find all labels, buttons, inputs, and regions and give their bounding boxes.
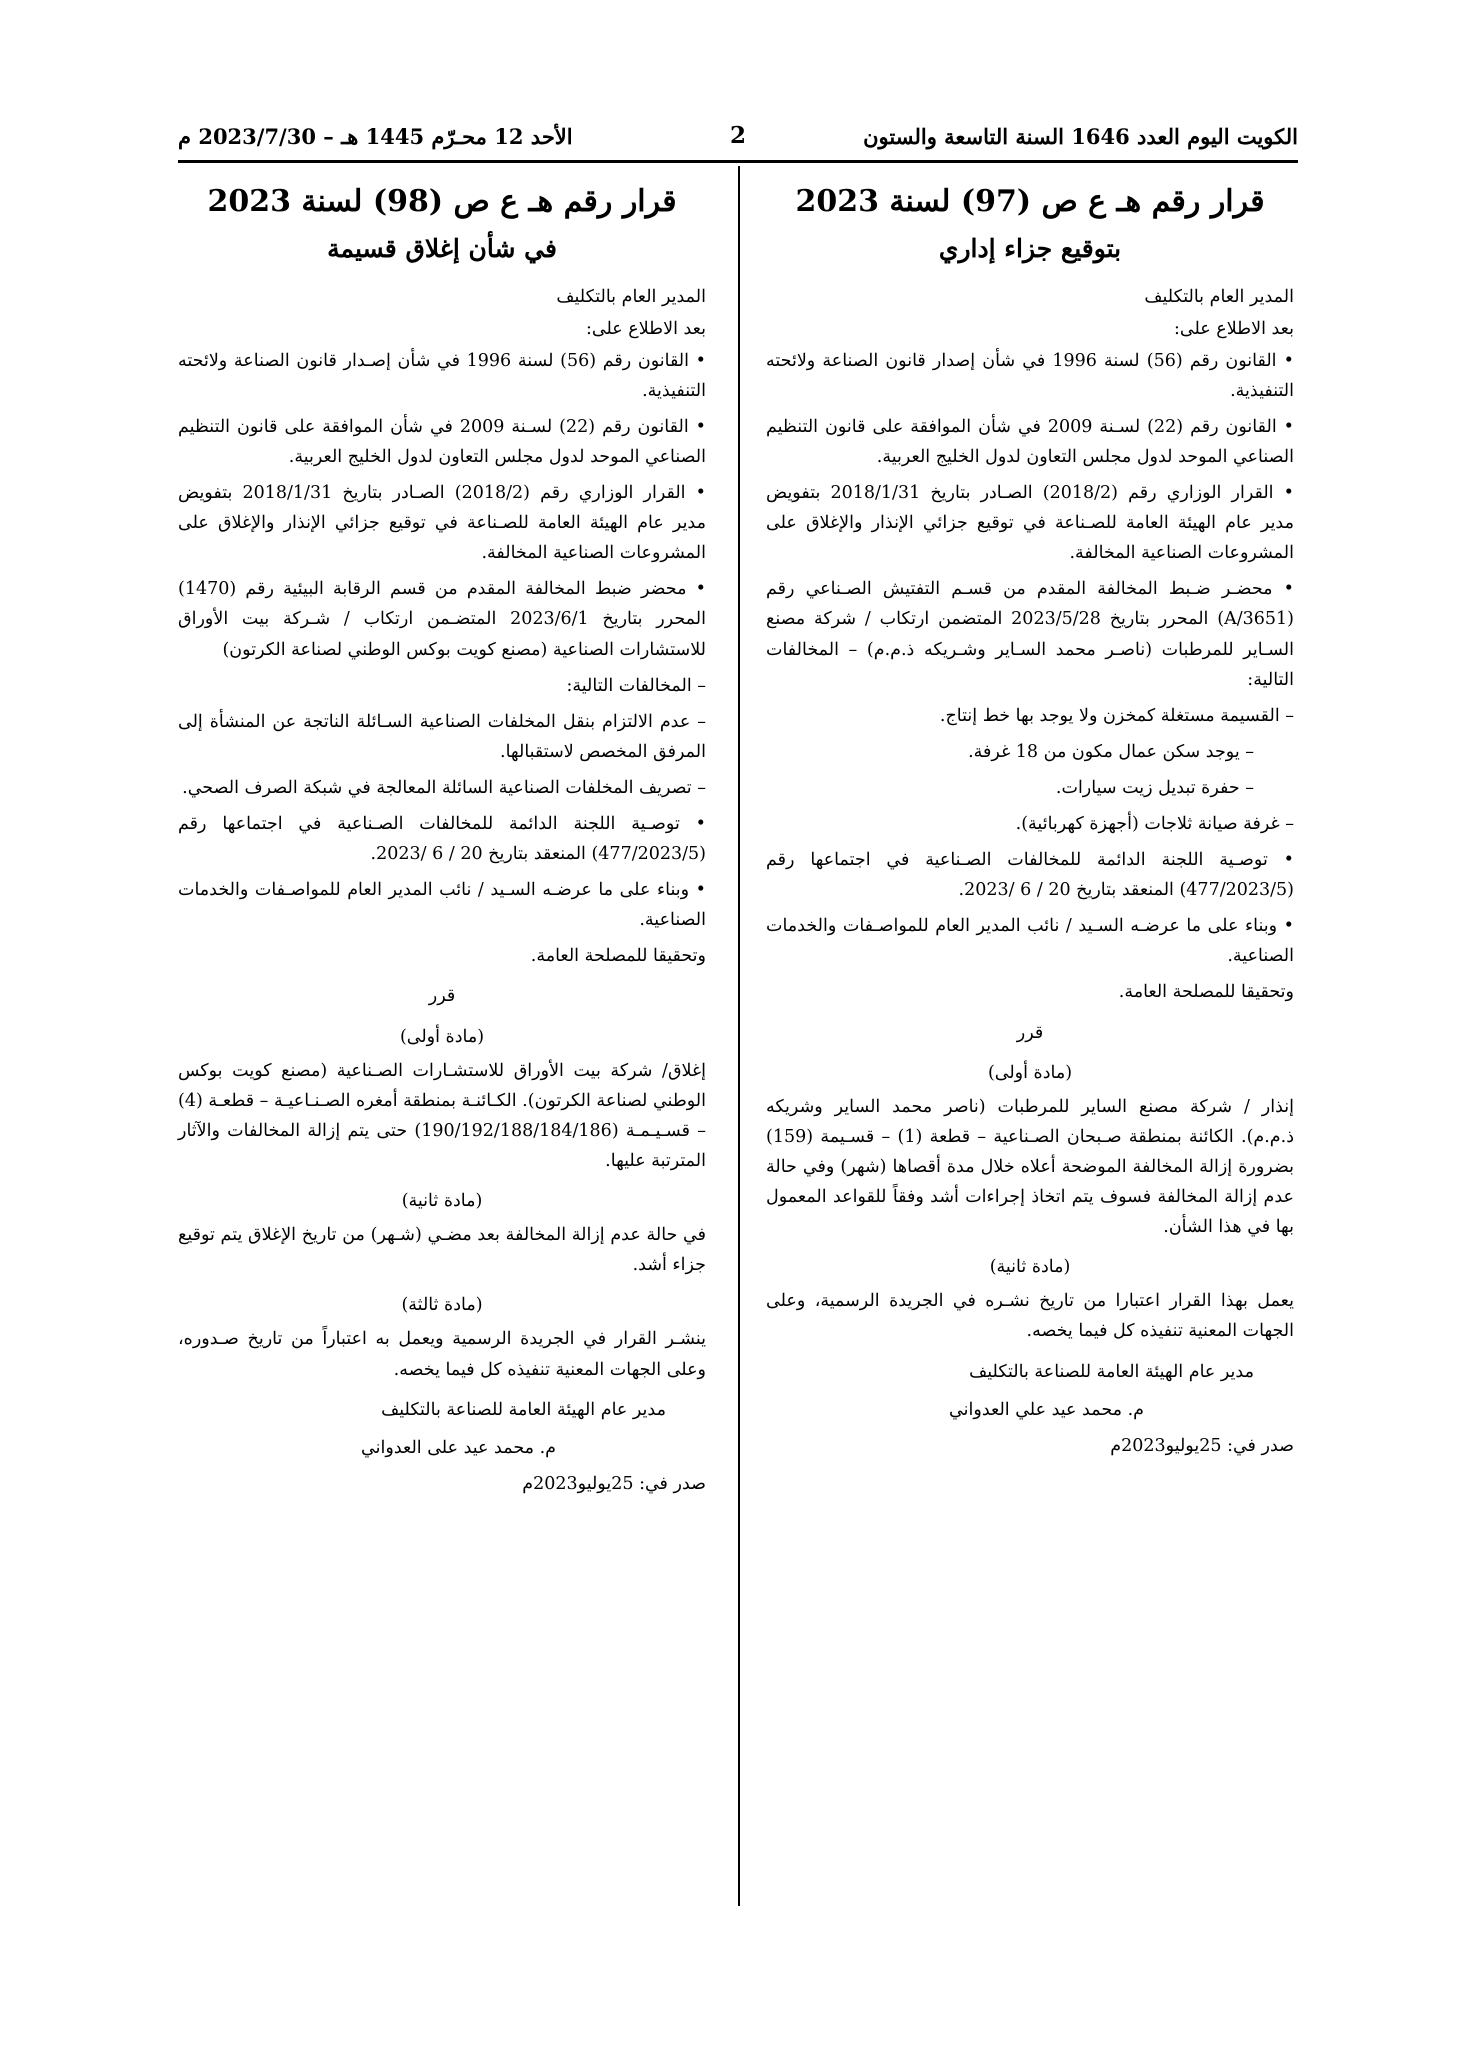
- preamble-item: • القانون رقم (22) لسـنة 2009 في شأن الموافقة على قانون التنظيم الصناعي الموحد لدول مجلس التعاون لدول الخليج العربية.: [178, 416, 706, 467]
- preamble-item: • محضر ضبط المخالفة المقدم من قسم الرقابة البيئية رقم (1470) المحرر بتاريخ 2023/6/1 المتضـمن ارتكاب / شـركة بيت الأوراق للاستشارات الصناعية (مصنع كويت بوكس الوطني لصناعة الكرتون): [178, 579, 706, 660]
- violation-item: – تصريف المخلفات الصناعية السائلة المعالجة في شبكة الصرف الصحي.: [182, 777, 706, 798]
- after-review-line: بعد الاطلاع على:: [1174, 318, 1294, 339]
- preamble-list-continued: [766, 845, 1294, 971]
- violation-item: – القسيمة مستغلة كمخزن ولا يوجد بها خط إنتاج.: [939, 705, 1294, 726]
- article-2-text: يعمل بهذا القرار اعتبارا من تاريخ نشـره في الجريدة الرسمية، وعلى الجهات المعنية تنفيذه كل فيما يخصه.: [766, 1291, 1294, 1342]
- preamble-item: • القرار الوزاري رقم (2018/2) الصـادر بتاريخ 2018/1/31 بتفويض مدير عام الهيئة العامة للصـناعة في توقيع جزائي الإنذار والإغلاق على المشروعات الصناعية المخالفة.: [178, 483, 706, 564]
- signatory-name: م. محمد عيد علي العدواني: [949, 1399, 1144, 1420]
- violation-item: – غرفة صيانة ثلاجات (أجهزة كهربائية).: [1015, 814, 1294, 834]
- article-1-text: إغلاق/ شركة بيت الأوراق للاستشـارات الصـناعية (مصنع كويت بوكس الوطني لصناعة الكرتون). الكـائنـة بمنطقة أمغره الصـنـاعيـة – قطعـة (4) – قسـيـمـة (190/192/188/184/186) حتى يتم إزالة المخالفات والآثار المترتبة عليها.: [178, 1060, 706, 1171]
- violations-label: – المخالفات التالية:: [566, 675, 706, 696]
- header-issue: الكويت اليوم العدد 1646 السنة التاسعة والستون: [863, 124, 1298, 149]
- violation-item: – عدم الالتزام بنقل المخلفات الصناعية السـائلة الناتجة عن المنشأة إلى المرفق المخصص لاستقبالها.: [178, 711, 706, 762]
- signatory-name: م. محمد عيد على العدواني: [361, 1437, 556, 1458]
- signatory-title: مدير عام الهيئة العامة للصناعة بالتكليف: [381, 1399, 666, 1420]
- decision-97-subtitle: بتوقيع جزاء إداري: [938, 234, 1122, 263]
- article-3-heading: (مادة ثالثة): [401, 1295, 483, 1316]
- article-1-text: إنذار / شركة مصنع الساير للمرطبات (ناصر محمد الساير وشريكه ذ.م.م). الكائنة بمنطقة صـبحان الصـناعية – قطعة (1) – قسـيمة (159) بضرورة إزالة المخالفة الموضحة أعلاه خلال مدة أقصاها (شهر) وفي حالة عدم إزالة المخالفة فسوف يتم اتخاذ إجراءات أشد وفقاً للقواعد المعمول بها في هذا الشأن.: [766, 1096, 1294, 1238]
- after-review-line: بعد الاطلاع على:: [586, 318, 706, 339]
- director-line: المدير العام بالتكليف: [556, 286, 706, 307]
- preamble-item: • توصـية اللجنة الدائمة للمخالفات الصـناعية في اجتماعها رقم (477/2023/5) المنعقد بتاريخ 20 / 6 /2023.: [766, 850, 1294, 901]
- header-rule: [178, 160, 1298, 163]
- header-date: الأحد 12 محـرّم 1445 هـ – 2023/7/30 م: [178, 124, 573, 149]
- decision-98-title: قرار رقم هـ ع ص (98) لسنة 2023: [207, 184, 677, 219]
- decision-97-title: قرار رقم هـ ع ص (97) لسنة 2023: [795, 184, 1265, 219]
- preamble-item: • القرار الوزاري رقم (2018/2) الصـادر بتاريخ 2018/1/31 بتفويض مدير عام الهيئة العامة للصـناعة في توقيع جزائي الإنذار والإغلاق على المشروعات الصناعية المخالفة.: [766, 483, 1294, 564]
- decision-98-column: [178, 182, 706, 1499]
- header-page-number: 2: [729, 122, 746, 149]
- public-interest-line: وتحقيقا للمصلحة العامة.: [1118, 982, 1294, 1003]
- issued-date: صدر في: 25يوليو2023م: [1110, 1435, 1294, 1456]
- signatory-title: مدير عام الهيئة العامة للصناعة بالتكليف: [969, 1361, 1254, 1382]
- preamble-list: [766, 346, 1294, 695]
- article-2-text: في حالة عدم إزالة المخالفة بعد مضـي (شـهر) من تاريخ الإغلاق يتم توقيع جزاء أشد.: [178, 1225, 706, 1276]
- issued-date: صدر في: 25يوليو2023م: [522, 1473, 706, 1494]
- violation-item: – حفرة تبديل زيت سيارات.: [1055, 777, 1254, 798]
- preamble-list: [178, 346, 706, 665]
- article-2-heading: (مادة ثانية): [989, 1257, 1071, 1278]
- violation-item: – يوجد سكن عمال مكون من 18 غرفة.: [968, 741, 1254, 762]
- decided-heading: قرر: [1016, 1022, 1044, 1043]
- decided-heading: قرر: [428, 986, 456, 1007]
- director-line: المدير العام بالتكليف: [1144, 286, 1294, 307]
- decision-98-subtitle: في شأن إغلاق قسيمة: [327, 234, 557, 263]
- preamble-item: • وبناء على ما عرضـه السـيد / نائب المدير العام للمواصـفات والخدمات الصناعية.: [766, 916, 1294, 967]
- preamble-item: • القانون رقم (22) لسـنة 2009 في شأن الموافقة على قانون التنظيم الصناعي الموحد لدول مجلس التعاون لدول الخليج العربية.: [766, 416, 1294, 467]
- article-2-heading: (مادة ثانية): [401, 1191, 483, 1212]
- preamble-item: • القانون رقم (56) لسنة 1996 في شأن إصدار قانون الصناعة ولائحته التنفيذية.: [766, 350, 1294, 401]
- article-3-text: ينشـر القرار في الجريدة الرسمية ويعمل به اعتباراً من تاريخ صـدوره، وعلى الجهات المعنية تنفيذه كل فيما يخصه.: [178, 1329, 706, 1380]
- column-divider: [738, 166, 740, 1906]
- article-1-heading: (مادة أولى): [987, 1062, 1073, 1083]
- public-interest-line: وتحقيقا للمصلحة العامة.: [530, 946, 706, 967]
- preamble-item: • توصـية اللجنة الدائمة للمخالفات الصـناعية في اجتماعها رقم (477/2023/5) المنعقد بتاريخ 20 / 6 /2023.: [178, 814, 706, 865]
- decision-97-column: [766, 182, 1294, 1461]
- preamble-item: • القانون رقم (56) لسنة 1996 في شأن إصـدار قانون الصناعة ولائحته التنفيذية.: [178, 350, 706, 401]
- preamble-item: • محضـر ضـبط المخالفة المقدم من قسـم التفتيش الصـناعي رقم (A/3651) المحرر بتاريخ 2023/5/28 المتضمن ارتكاب / شركة مصنع السـاير للمرطبات (ناصـر محمد السـاير وشـريكه ذ.م.م) – المخالفات التالية:: [766, 579, 1294, 690]
- preamble-list-continued: [178, 809, 706, 935]
- preamble-item: • وبناء على ما عرضـه السـيد / نائب المدير العام للمواصـفات والخدمات الصناعية.: [178, 880, 706, 931]
- page-header: [178, 118, 1298, 162]
- article-1-heading: (مادة أولى): [399, 1026, 485, 1047]
